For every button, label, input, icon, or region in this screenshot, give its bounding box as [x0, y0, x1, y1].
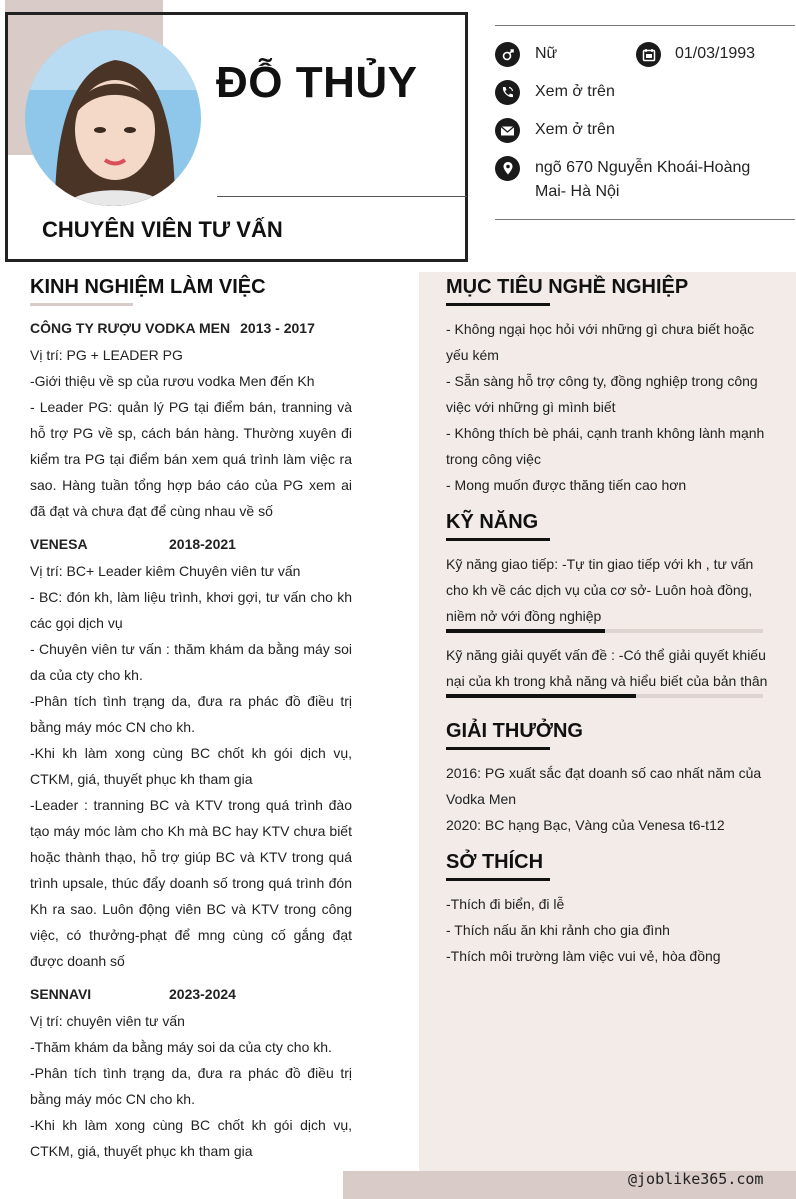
objective-item: - Không thích bè phái, cạnh tranh không lành mạnh trong công việc: [446, 425, 765, 467]
experience-section: [30, 318, 352, 1174]
award-item: 2020: BC hạng Bạc, Vàng của Venesa t6-t12: [446, 817, 725, 833]
skill-level-fill: [446, 629, 605, 633]
heading-underline: [446, 303, 550, 306]
calendar-icon: [636, 42, 661, 67]
heading-underline: [446, 878, 550, 881]
skill-item: Kỹ năng giao tiếp: -Tự tin giao tiếp với kh , tư vấn cho kh về các dịch vụ của cơ sở- Luôn hoà đồng, niềm nở với đồng nghiệp: [446, 556, 754, 624]
job-line: -Khi kh làm xong cùng BC chốt kh gói dịch vụ, CTKM, giá, thuyết phục kh tham gia: [30, 745, 352, 787]
job-entry: [30, 534, 352, 974]
divider: [495, 219, 795, 220]
job-line: Vị trí: chuyên viên tư vấn: [30, 1013, 185, 1029]
job-line: -Phân tích tình trạng da, đưa ra phác đồ điều trị bằng máy móc CN cho kh.: [30, 1065, 352, 1107]
job-header: [30, 534, 352, 554]
phone-value: Xem ở trên: [535, 83, 615, 100]
job-line: -Thăm khám da bằng máy soi da của cty cho kh.: [30, 1039, 332, 1055]
job-header: [30, 318, 352, 338]
job-line: -Leader : tranning BC và KTV trong quá trình đào tạo máy móc làm cho Kh mà BC hay KTV chưa biết hoặc thành thạo, hỗ trợ giúp BC và KTV trong quá trình upsale, thúc đẩy doanh số trong quá trình đón Kh ra sao. Luôn động viên BC và KTV trong công việc, có thưởng-phạt để mng cùng cố gắng đạt được doanh số: [30, 797, 352, 969]
job-period: 2023-2024: [169, 986, 236, 1002]
phone-icon: [495, 80, 520, 105]
email-icon: [495, 118, 520, 143]
candidate-name: ĐỖ THỦY: [216, 58, 418, 107]
job-entry: [30, 984, 352, 1164]
heading-underline: [30, 303, 133, 306]
job-line: - Leader PG: quản lý PG tại điểm bán, tranning và hỗ trợ PG về sp, cách bán hàng. Thường xuyên đi kiểm tra PG tại điểm bán xem quá trình làm việc ra sao. Hàng tuần tổng hợp báo cáo của PG xem ai đã đạt và chưa đạt để cùng nhau về số: [30, 399, 352, 519]
experience-heading: KINH NGHIỆM LÀM VIỆC: [30, 276, 266, 298]
address-line-2: Mai- Hà Nội: [535, 183, 620, 200]
hobbies-list: [446, 891, 775, 969]
gender-icon: [495, 42, 520, 67]
skill-item: Kỹ năng giải quyết vấn đề : -Có thể giải quyết khiếu nại của kh trong khả năng và hiểu biết của bản thân: [446, 647, 768, 689]
job-line: -Khi kh làm xong cùng BC chốt kh gói dịch vụ, CTKM, giá, thuyết phục kh tham gia: [30, 1117, 352, 1159]
skill-level-fill: [446, 694, 636, 698]
job-line: Vị trí: BC+ Leader kiêm Chuyên viên tư vấn: [30, 563, 301, 579]
email-value: Xem ở trên: [535, 121, 615, 138]
job-period: 2013 - 2017: [240, 320, 315, 336]
job-line: Vị trí: PG + LEADER PG: [30, 347, 183, 363]
objective-item: - Sẵn sàng hỗ trợ công ty, đồng nghiệp trong công việc với những gì mình biết: [446, 373, 758, 415]
objective-item: - Mong muốn được thăng tiến cao hơn: [446, 477, 687, 493]
job-line: - Chuyên viên tư vấn : thăm khám da bằng máy soi da của cty cho kh.: [30, 641, 352, 683]
divider: [495, 25, 795, 26]
objective-item: - Không ngại học hỏi với những gì chưa biết hoặc yếu kém: [446, 321, 755, 363]
job-line: -Phân tích tình trạng da, đưa ra phác đồ điều trị bằng máy móc CN cho kh.: [30, 693, 352, 735]
objective-list: [446, 316, 775, 498]
divider: [217, 196, 467, 197]
company-name: CÔNG TY RƯỢU VODKA MEN: [30, 320, 231, 336]
skills-heading: KỸ NĂNG: [446, 511, 539, 533]
skill-level-bar: [446, 694, 763, 698]
hobby-item: - Thích nấu ăn khi rảnh cho gia đình: [446, 922, 670, 938]
avatar-photo: [25, 30, 201, 206]
location-icon: [495, 156, 520, 181]
job-title: CHUYÊN VIÊN TƯ VẤN: [42, 217, 283, 242]
heading-underline: [446, 747, 550, 750]
hobby-item: -Thích đi biển, đi lễ: [446, 896, 565, 912]
job-header: [30, 984, 352, 1004]
awards-list: [446, 760, 775, 838]
heading-underline: [446, 538, 550, 541]
hobbies-heading: SỞ THÍCH: [446, 851, 544, 873]
gender-value: Nữ: [535, 45, 558, 62]
dob-value: 01/03/1993: [675, 45, 756, 62]
job-period: 2018-2021: [169, 536, 236, 552]
skill-level-bar: [446, 629, 763, 633]
hobby-item: -Thích môi trường làm việc vui vẻ, hòa đồng: [446, 948, 721, 964]
company-name: VENESA: [30, 536, 88, 552]
address-line-1: ngõ 670 Nguyễn Khoái-Hoàng: [535, 159, 751, 176]
job-entry: [30, 318, 352, 524]
award-item: 2016: PG xuất sắc đạt doanh số cao nhất năm của Vodka Men: [446, 765, 762, 807]
objective-heading: MỤC TIÊU NGHỀ NGHIỆP: [446, 276, 689, 298]
job-line: -Giới thiệu về sp của rươu vodka Men đến Kh: [30, 373, 315, 389]
watermark: @joblike365.com: [628, 1170, 764, 1188]
company-name: SENNAVI: [30, 986, 92, 1002]
avatar: [25, 30, 201, 206]
job-line: - BC: đón kh, làm liệu trình, khơi gợi, tư vấn cho kh các gọi dịch vụ: [30, 589, 352, 631]
awards-heading: GIẢI THƯỞNG: [446, 720, 583, 742]
